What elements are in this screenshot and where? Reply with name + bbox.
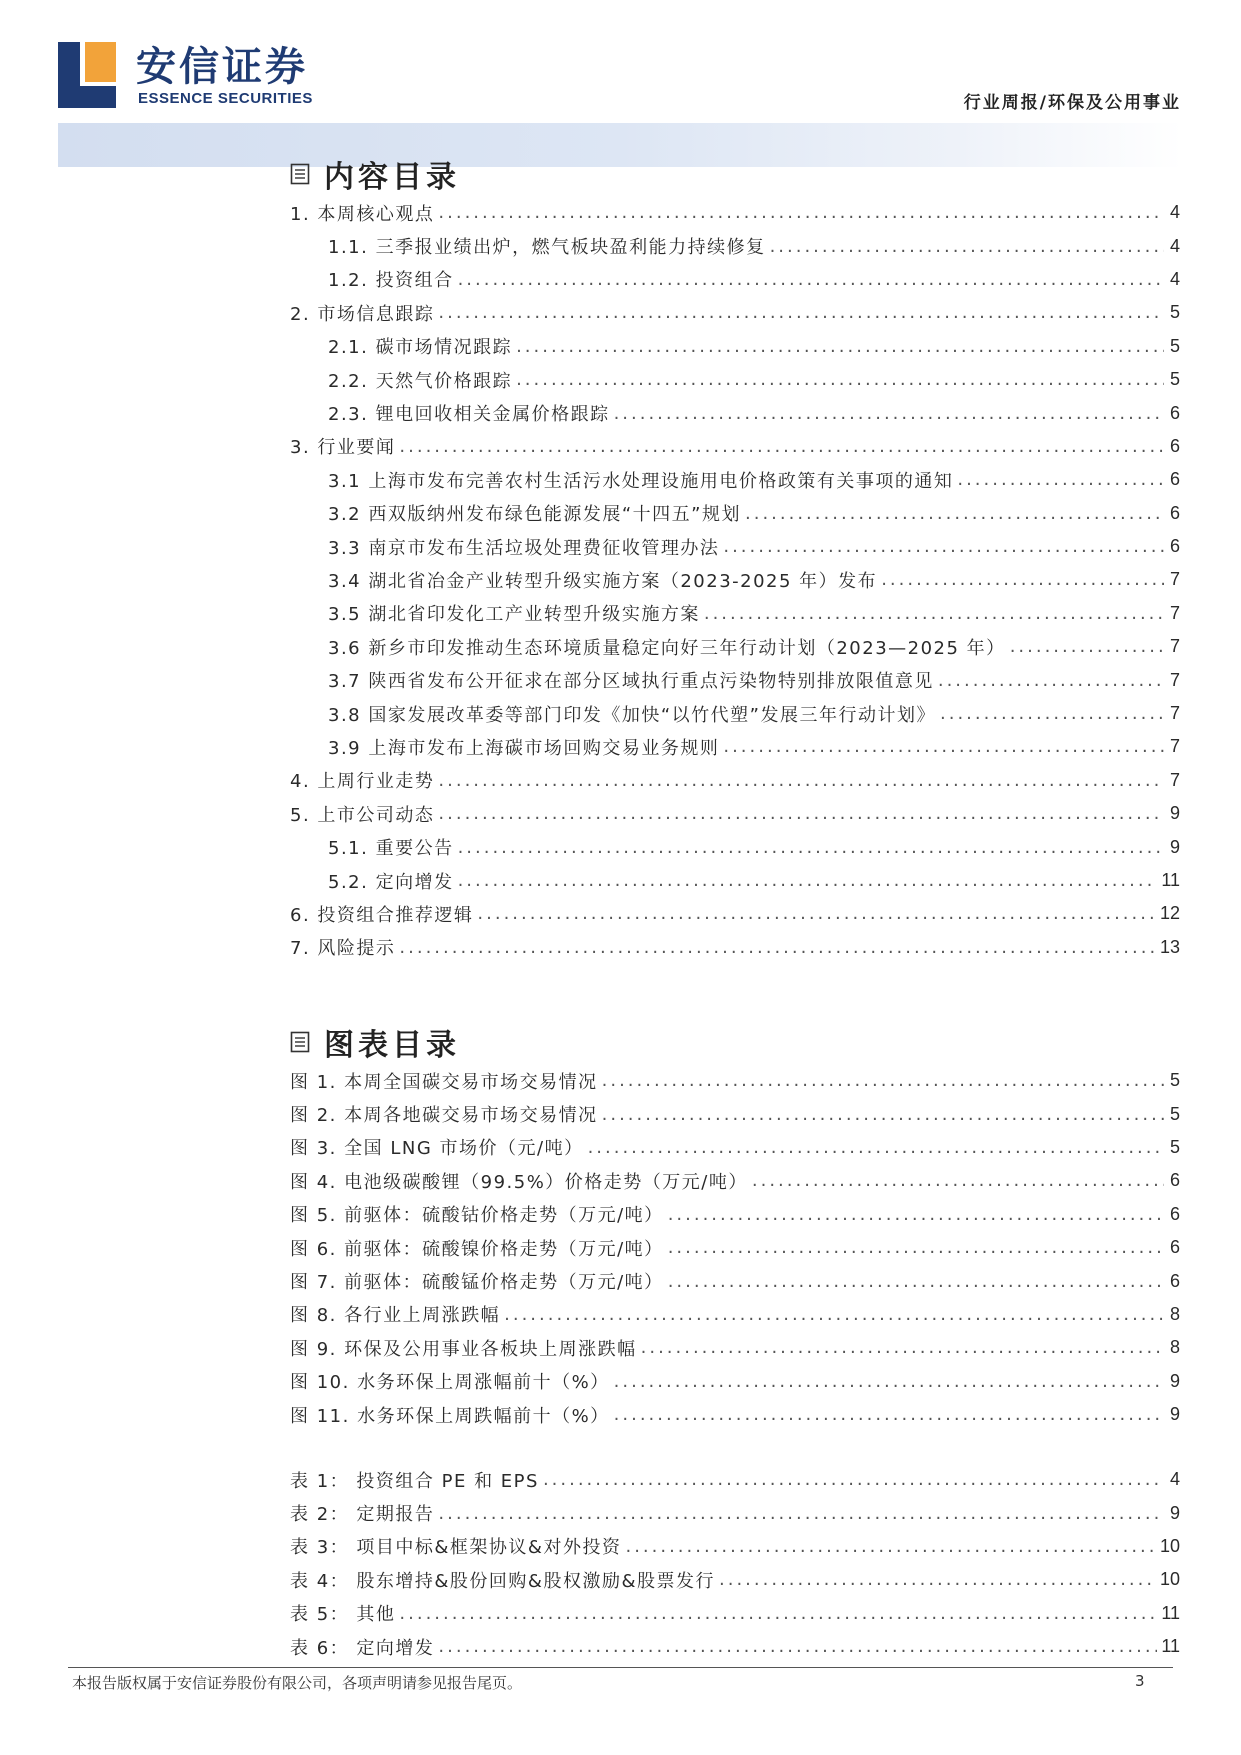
- toc-entry[interactable]: 1. 本周核心观点 ..... 4: [290, 196, 1180, 229]
- figure-entry[interactable]: 图 3. 全国 LNG 市场价（元/吨） ..... 5: [290, 1131, 1180, 1164]
- table-entry[interactable]: 表 1： 投资组合 PE 和 EPS ..... 4: [290, 1463, 1180, 1496]
- tables-section: [290, 1463, 1180, 1663]
- footer-divider: [68, 1667, 1173, 1668]
- figure-entry[interactable]: 图 1. 本周全国碳交易市场交易情况 ..... 5: [290, 1064, 1180, 1097]
- toc-entry[interactable]: 5.2. 定向增发 ..... 11: [290, 864, 1180, 897]
- toc-entry[interactable]: 2.1. 碳市场情况跟踪 ..... 5: [290, 330, 1180, 363]
- logo-english-name: ESSENCE SECURITIES: [138, 90, 313, 107]
- figure-entry[interactable]: 图 5. 前驱体：硫酸钴价格走势（万元/吨） ..... 6: [290, 1198, 1180, 1231]
- figures-section: [290, 1020, 1180, 1431]
- toc-entry[interactable]: 2.3. 锂电回收相关金属价格跟踪 ..... 6: [290, 396, 1180, 429]
- toc-entry[interactable]: 3.2 西双版纳州发布绿色能源发展“十四五”规划 ..... 6: [290, 497, 1180, 530]
- toc-entry[interactable]: 3.6 新乡市印发推动生态环境质量稳定向好三年行动计划（2023—2025 年） ..... 7: [290, 630, 1180, 663]
- figures-list: [290, 1064, 1180, 1431]
- toc-entry[interactable]: 3.7 陕西省发布公开征求在部分区域执行重点污染物特别排放限值意见 ..... 7: [290, 663, 1180, 696]
- company-logo: [58, 42, 318, 112]
- footer-disclaimer: 本报告版权属于安信证券股份有限公司，各项声明请参见报告尾页。: [72, 1674, 523, 1692]
- page-number: 3: [1135, 1672, 1145, 1690]
- toc-entry[interactable]: 1.1. 三季报业绩出炉，燃气板块盈利能力持续修复 ..... 4: [290, 229, 1180, 262]
- toc-entry[interactable]: 3. 行业要闻 ..... 6: [290, 430, 1180, 463]
- tables-list: [290, 1463, 1180, 1663]
- toc-section: [290, 152, 1180, 964]
- logo-chinese-name: 安信证券: [136, 44, 308, 90]
- figure-entry[interactable]: 图 9. 环保及公用事业各板块上周涨跌幅 ..... 8: [290, 1331, 1180, 1364]
- table-entry[interactable]: 表 6： 定向增发 ..... 11: [290, 1630, 1180, 1663]
- toc-entry[interactable]: 6. 投资组合推荐逻辑 ..... 12: [290, 897, 1180, 930]
- toc-entry[interactable]: 3.9 上海市发布上海碳市场回购交易业务规则 ..... 7: [290, 730, 1180, 763]
- toc-entry[interactable]: 4. 上周行业走势 ..... 7: [290, 764, 1180, 797]
- logo-mark-icon: [58, 42, 116, 108]
- figure-entry[interactable]: 图 11. 水务环保上周跌幅前十（%） ..... 9: [290, 1398, 1180, 1431]
- figure-entry[interactable]: 图 2. 本周各地碳交易市场交易情况 ..... 5: [290, 1097, 1180, 1130]
- toc-entry[interactable]: 3.1 上海市发布完善农村生活污水处理设施用电价格政策有关事项的通知 ..... 6: [290, 463, 1180, 496]
- table-entry[interactable]: 表 4： 股东增持&股份回购&股权激励&股票发行 ..... 10: [290, 1563, 1180, 1596]
- report-type-label: 行业周报/环保及公用事业: [963, 93, 1181, 113]
- figure-entry[interactable]: 图 4. 电池级碳酸锂（99.5%）价格走势（万元/吨） ..... 6: [290, 1164, 1180, 1197]
- figure-entry[interactable]: 图 8. 各行业上周涨跌幅 ..... 8: [290, 1298, 1180, 1331]
- table-entry[interactable]: 表 5： 其他 ..... 11: [290, 1597, 1180, 1630]
- toc-entry[interactable]: 3.5 湖北省印发化工产业转型升级实施方案 ..... 7: [290, 597, 1180, 630]
- toc-list: [290, 196, 1180, 964]
- toc-entry[interactable]: 2.2. 天然气价格跟踪 ..... 5: [290, 363, 1180, 396]
- toc-entry[interactable]: 2. 市场信息跟踪 ..... 5: [290, 296, 1180, 329]
- toc-title: 内容目录: [324, 160, 460, 195]
- figure-entry[interactable]: 图 10. 水务环保上周涨幅前十（%） ..... 9: [290, 1365, 1180, 1398]
- toc-entry[interactable]: 3.3 南京市发布生活垃圾处理费征收管理办法 ..... 6: [290, 530, 1180, 563]
- table-entry[interactable]: 表 3： 项目中标&框架协议&对外投资 ..... 10: [290, 1530, 1180, 1563]
- document-icon: [290, 163, 310, 185]
- toc-heading: [290, 152, 1180, 196]
- figures-title: 图表目录: [324, 1028, 460, 1063]
- toc-entry[interactable]: 7. 风险提示 ..... 13: [290, 931, 1180, 964]
- table-entry[interactable]: 表 2： 定期报告 ..... 9: [290, 1496, 1180, 1529]
- figure-entry[interactable]: 图 7. 前驱体：硫酸锰价格走势（万元/吨） ..... 6: [290, 1264, 1180, 1297]
- toc-entry[interactable]: 5. 上市公司动态 ..... 9: [290, 797, 1180, 830]
- toc-entry[interactable]: 1.2. 投资组合 ..... 4: [290, 263, 1180, 296]
- toc-entry[interactable]: 3.8 国家发展改革委等部门印发《加快“以竹代塑”发展三年行动计划》 ..... 7: [290, 697, 1180, 730]
- figures-heading: [290, 1020, 1180, 1064]
- toc-entry[interactable]: 3.4 湖北省冶金产业转型升级实施方案（2023-2025 年）发布 ..... 7: [290, 563, 1180, 596]
- document-icon: [290, 1031, 310, 1053]
- toc-entry[interactable]: 5.1. 重要公告 ..... 9: [290, 830, 1180, 863]
- figure-entry[interactable]: 图 6. 前驱体：硫酸镍价格走势（万元/吨） ..... 6: [290, 1231, 1180, 1264]
